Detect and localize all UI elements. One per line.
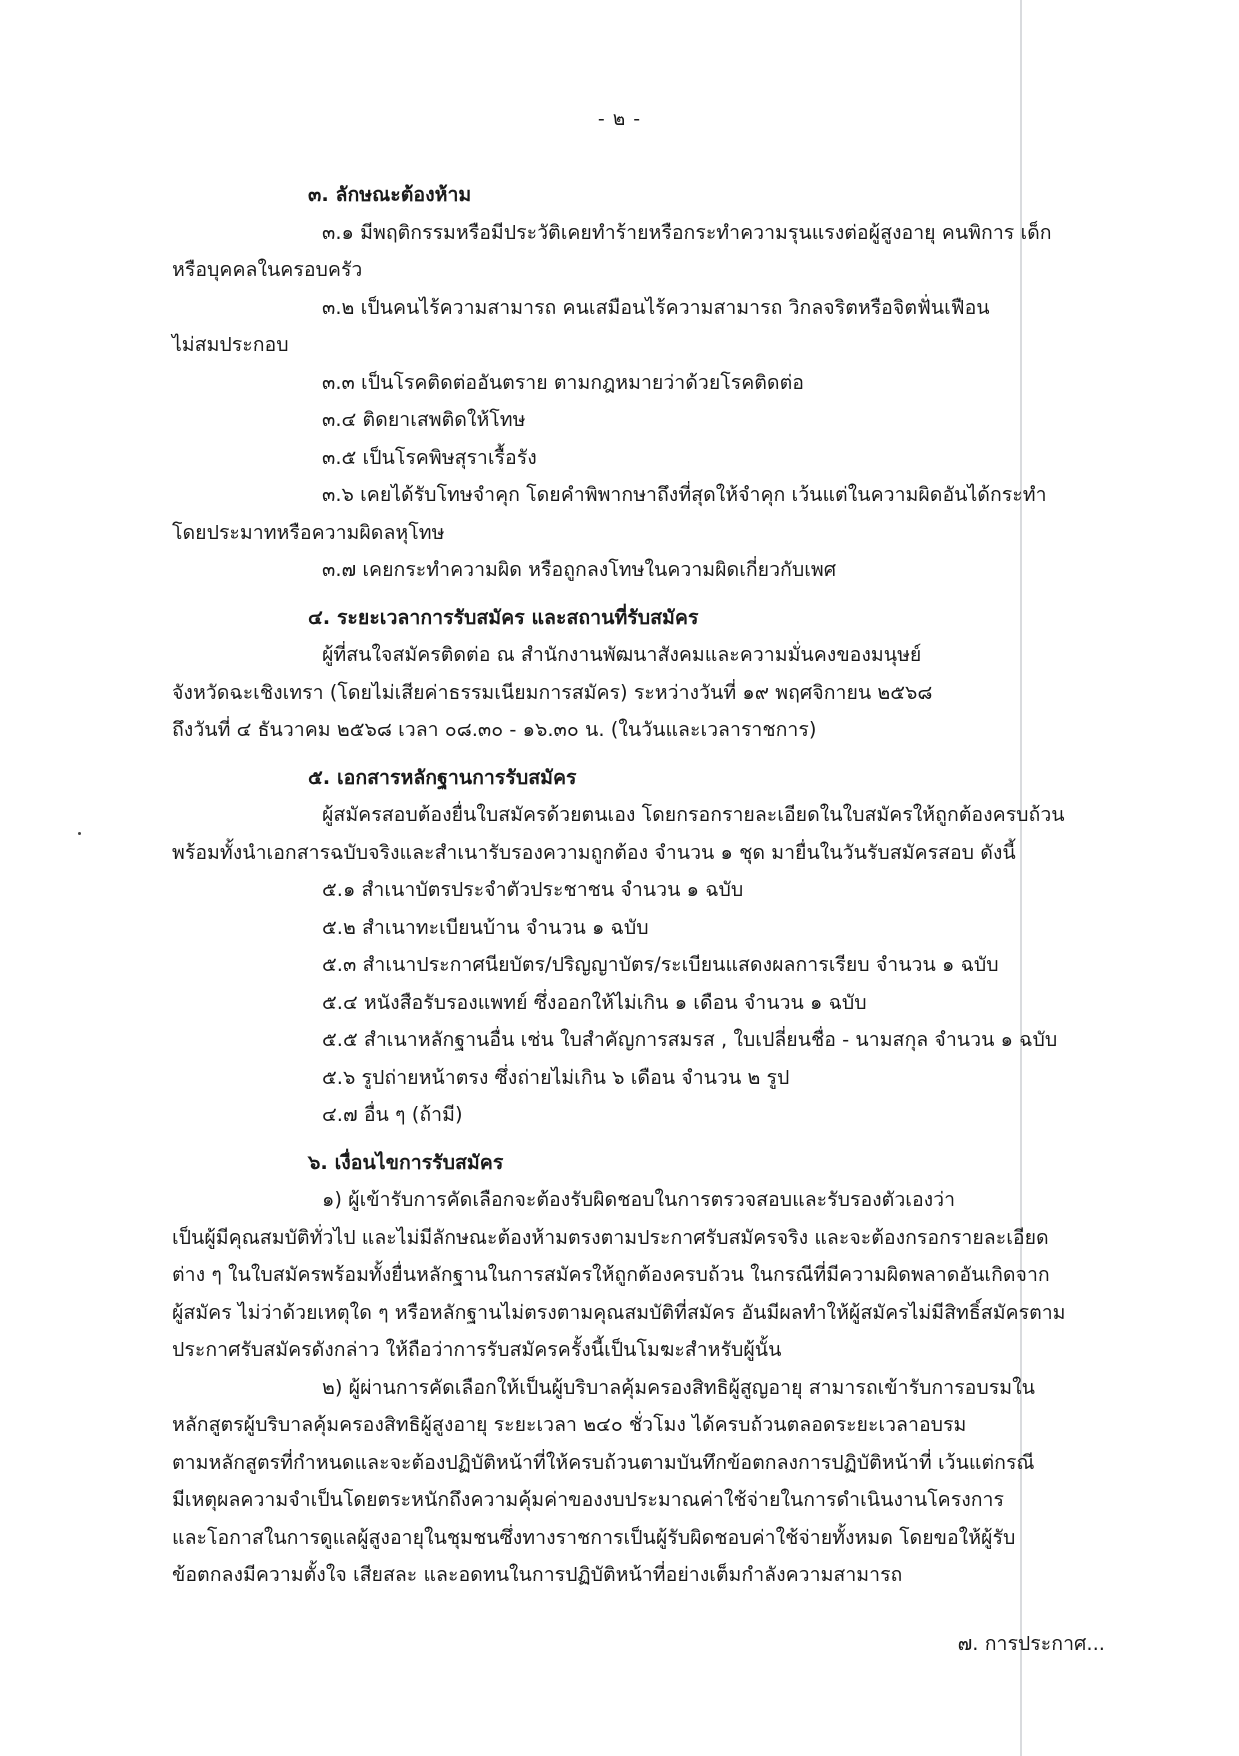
paragraph-line: เป็นผู้มีคุณสมบัติทั่วไป และไม่มีลักษณะต้องห้ามตรงตามประกาศรับสมัครจริง และจะต้องกรอกรายละเอียด — [172, 1225, 1049, 1249]
section-5-heading: ๕. เอกสารหลักฐานการรับสมัคร — [308, 765, 577, 789]
paragraph-line: ผู้สมัคร ไม่ว่าด้วยเหตุใด ๆ หรือหลักฐานไม่ตรงตามคุณสมบัติที่สมัคร อันมีผลทำให้ผู้สมัครไม่มีสิทธิ์สมัครตาม — [172, 1300, 1066, 1324]
list-item: ๔.๗ อื่น ๆ (ถ้ามี) — [322, 1103, 463, 1126]
paragraph-line: ๒) ผู้ผ่านการคัดเลือกให้เป็นผู้บริบาลคุ้มครองสิทธิผู้สูญอายุ สามารถเข้ารับการอบรมใน — [322, 1375, 1035, 1399]
paragraph-line: หลักสูตรผู้บริบาลคุ้มครองสิทธิผู้สูงอายุ ระยะเวลา ๒๔๐ ชั่วโมง ได้ครบถ้วนตลอดระยะเวลาอบรม — [172, 1413, 967, 1436]
paragraph-line: ๑) ผู้เข้ารับการคัดเลือกจะต้องรับผิดชอบในการตรวจสอบและรับรองตัวเองว่า — [322, 1188, 956, 1211]
paragraph-line: จังหวัดฉะเชิงเทรา (โดยไม่เสียค่าธรรมเนียมการสมัคร) ระหว่างวันที่ ๑๙ พฤศจิกายน ๒๕๖๘ — [172, 680, 933, 704]
section-6-heading: ๖. เงื่อนไขการรับสมัคร — [308, 1150, 504, 1174]
scan-speck — [78, 832, 81, 835]
list-item: ๕.๔ หนังสือรับรองแพทย์ ซึ่งออกให้ไม่เกิน ๑ เดือน จำนวน ๑ ฉบับ — [322, 990, 867, 1014]
paragraph-line: หรือบุคคลในครอบครัว — [172, 258, 363, 281]
paragraph-line: ๓.๓ เป็นโรคติดต่ออันตราย ตามกฎหมายว่าด้วยโรคติดต่อ — [322, 370, 804, 394]
document-body — [172, 176, 1120, 1594]
list-item: ๕.๕ สำเนาหลักฐานอื่น เช่น ใบสำคัญการสมรส , ใบเปลี่ยนชื่อ - นามสกุล จำนวน ๑ ฉบับ — [322, 1028, 1058, 1051]
paragraph-line: ๓.๔ ติดยาเสพติดให้โทษ — [322, 408, 526, 431]
paragraph-line: ผู้ที่สนใจสมัครติดต่อ ณ สำนักงานพัฒนาสังคมและความมั่นคงของมนุษย์ — [322, 643, 922, 666]
page-number: - ๒ - — [597, 108, 642, 130]
paragraph-line: ๓.๒ เป็นคนไร้ความสามารถ คนเสมือนไร้ความสามารถ วิกลจริตหรือจิตฟั่นเฟือน — [322, 295, 990, 319]
paragraph-line: มีเหตุผลความจำเป็นโดยตระหนักถึงความคุ้มค่าของงบประมาณค่าใช้จ่ายในการดำเนินงานโครงการ — [172, 1488, 1004, 1511]
paragraph-line: พร้อมทั้งนำเอกสารฉบับจริงและสำเนารับรองความถูกต้อง จำนวน ๑ ชุด มายื่นในวันรับสมัครสอบ ดังนี้ — [172, 840, 1016, 864]
paragraph-line: ๓.๖ เคยได้รับโทษจำคุก โดยคำพิพากษาถึงที่สุดให้จำคุก เว้นแต่ในความผิดอันได้กระทำ — [322, 483, 1047, 506]
paragraph-line: ต่าง ๆ ในใบสมัครพร้อมทั้งยื่นหลักฐานในการสมัครให้ถูกต้องครบถ้วน ในกรณีที่มีความผิดพลาดอันเกิดจาก — [172, 1263, 1050, 1286]
section-3-heading: ๓. ลักษณะต้องห้าม — [308, 183, 472, 206]
paragraph-line: ผู้สมัครสอบต้องยื่นใบสมัครด้วยตนเอง โดยกรอกรายละเอียดในใบสมัครให้ถูกต้องครบถ้วน — [322, 803, 1065, 826]
paragraph-line: โดยประมาทหรือความผิดลหุโทษ — [172, 520, 445, 544]
paragraph-line: ๓.๑ มีพฤติกรรมหรือมีประวัติเคยทำร้ายหรือกระทำความรุนแรงต่อผู้สูงอายุ คนพิการ เด็ก — [322, 220, 1052, 244]
paragraph-line: ไม่สมประกอบ — [172, 333, 289, 356]
paragraph-line: ถึงวันที่ ๔ ธันวาคม ๒๕๖๘ เวลา ๐๘.๓๐ - ๑๖.๓๐ น. (ในวันและเวลาราชการ) — [172, 718, 817, 741]
paragraph-line: ๓.๗ เคยกระทำความผิด หรือถูกลงโทษในความผิดเกี่ยวกับเพศ — [322, 558, 837, 581]
paragraph-line: ข้อตกลงมีความตั้งใจ เสียสละ และอดทนในการปฏิบัติหน้าที่อย่างเต็มกำลังความสามารถ — [172, 1563, 903, 1586]
section-4-heading: ๔. ระยะเวลาการรับสมัคร และสถานที่รับสมัคร — [308, 605, 699, 629]
continuation-footer: ๗. การประกาศ... — [957, 1632, 1105, 1655]
paragraph-line: ตามหลักสูตรที่กำหนดและจะต้องปฏิบัติหน้าที่ให้ครบถ้วนตามบันทึกข้อตกลงการปฏิบัติหน้าที่ เว้นแต่กรณี — [172, 1450, 1035, 1474]
paragraph-line: ประกาศรับสมัครดังกล่าว ให้ถือว่าการรับสมัครครั้งนี้เป็นโมฆะสำหรับผู้นั้น — [172, 1338, 782, 1361]
list-item: ๕.๓ สำเนาประกาศนียบัตร/ปริญญาบัตร/ระเบียนแสดงผลการเรียบ จำนวน ๑ ฉบับ — [322, 953, 999, 976]
list-item: ๕.๒ สำเนาทะเบียนบ้าน จำนวน ๑ ฉบับ — [322, 915, 649, 939]
list-item: ๕.๑ สำเนาบัตรประจำตัวประชาชน จำนวน ๑ ฉบับ — [322, 878, 744, 901]
paragraph-line: ๓.๕ เป็นโรคพิษสุราเรื้อรัง — [322, 445, 537, 469]
list-item: ๕.๖ รูปถ่ายหน้าตรง ซึ่งถ่ายไม่เกิน ๖ เดือน จำนวน ๒ รูป — [322, 1065, 790, 1089]
paragraph-line: และโอกาสในการดูแลผู้สูงอายุในชุมชนซึ่งทางราชการเป็นผู้รับผิดชอบค่าใช้จ่ายทั้งหมด โดยขอให้ผู้รับ — [172, 1525, 1016, 1549]
